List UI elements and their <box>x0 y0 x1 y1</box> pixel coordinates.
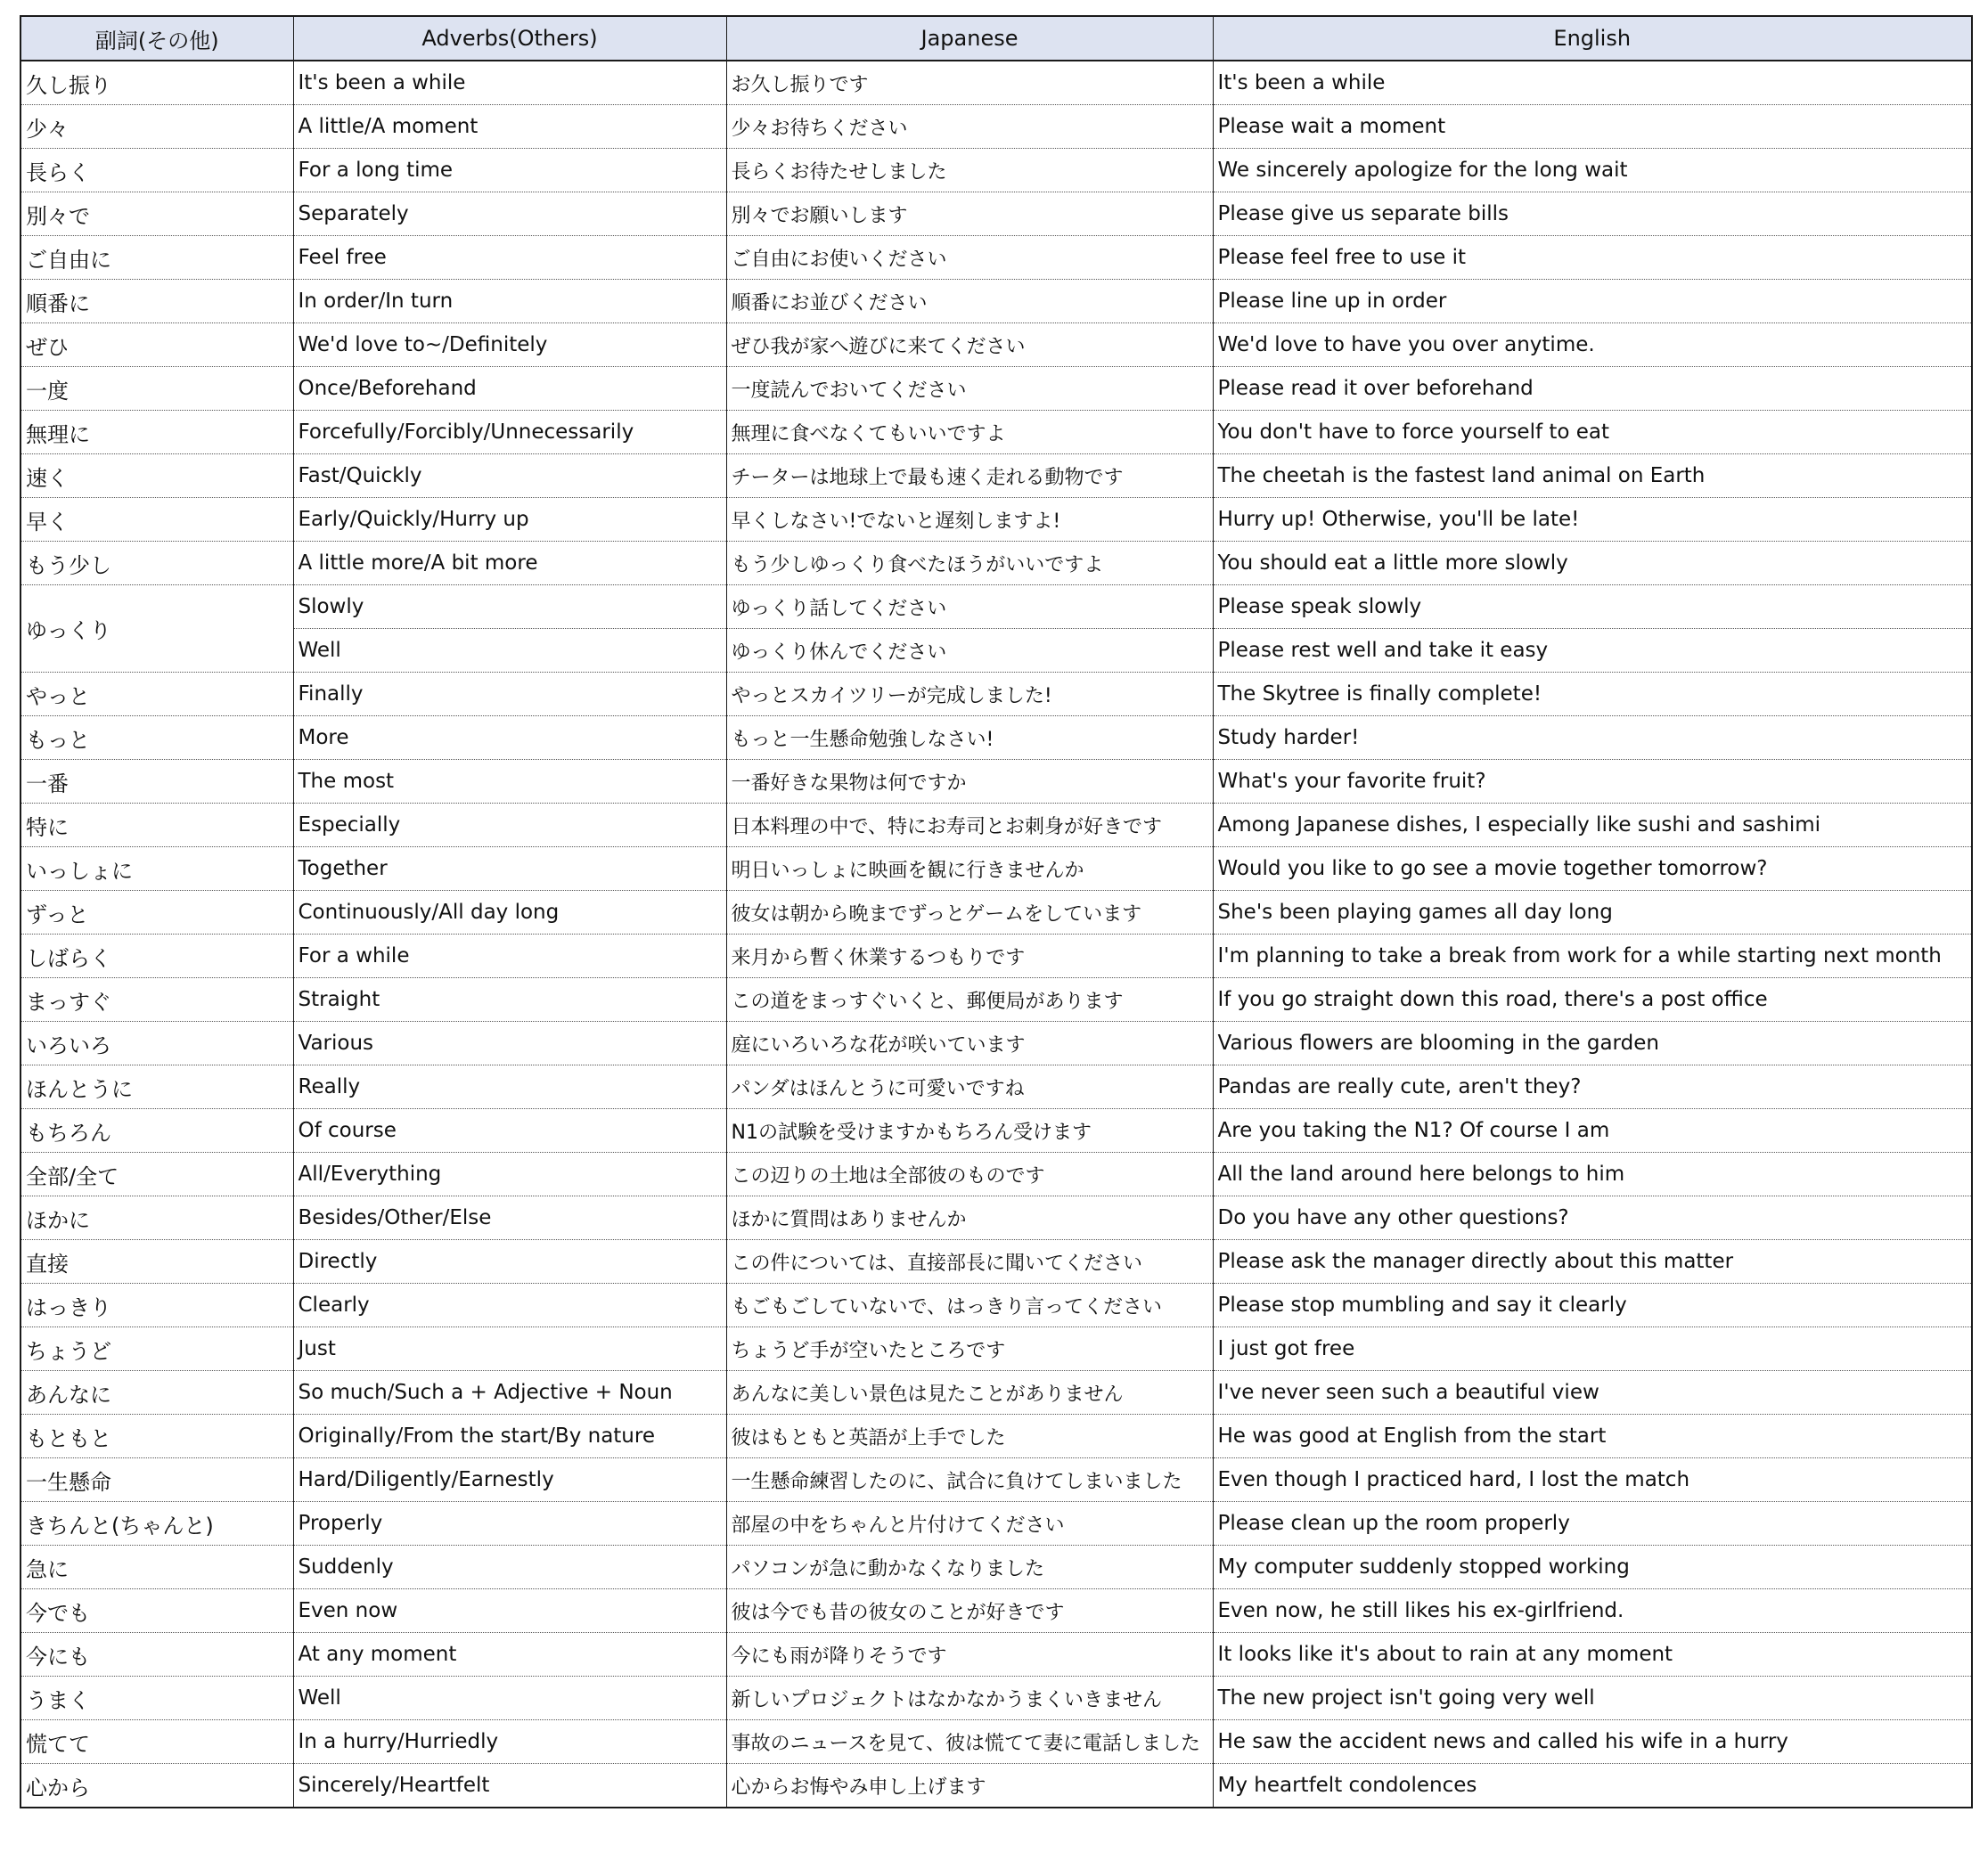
english-example-cell: I just got free <box>1213 1327 1972 1371</box>
adverb-meaning-cell: A little more/A bit more <box>293 542 726 585</box>
japanese-example-cell: 新しいプロジェクトはなかなかうまくいきません <box>726 1677 1213 1720</box>
adverb-meaning-cell: Separately <box>293 192 726 236</box>
english-example-cell: Please feel free to use it <box>1213 236 1972 280</box>
table-row <box>20 716 1972 760</box>
table-row <box>20 1502 1972 1546</box>
japanese-example-cell: 明日いっしょに映画を観に行きませんか <box>726 847 1213 891</box>
japanese-example-cell: パソコンが急に動かなくなりました <box>726 1546 1213 1589</box>
japanese-example-cell: この件については、直接部長に聞いてください <box>726 1240 1213 1284</box>
table-row <box>20 1458 1972 1502</box>
table-row <box>20 1371 1972 1415</box>
adverb-meaning-cell: A little/A moment <box>293 105 726 149</box>
adverb-meaning-cell: Hard/Diligently/Earnestly <box>293 1458 726 1502</box>
japanese-example-cell: 心からお悔やみ申し上げます <box>726 1764 1213 1808</box>
table-row <box>20 1240 1972 1284</box>
table-row <box>20 1546 1972 1589</box>
table-row <box>20 411 1972 454</box>
english-example-cell: Please speak slowly <box>1213 585 1972 629</box>
japanese-example-cell: 彼は今でも昔の彼女のことが好きです <box>726 1589 1213 1633</box>
japanese-example-cell: N1の試験を受けますかもちろん受けます <box>726 1109 1213 1153</box>
adverb-meaning-cell: Continuously/All day long <box>293 891 726 935</box>
table-row <box>20 498 1972 542</box>
english-example-cell: It looks like it's about to rain at any moment <box>1213 1633 1972 1677</box>
adverb-cell: きちんと(ちゃんと) <box>20 1502 293 1546</box>
adverb-meaning-cell: Sincerely/Heartfelt <box>293 1764 726 1808</box>
adverb-cell: ご自由に <box>20 236 293 280</box>
adverb-cell: はっきり <box>20 1284 293 1327</box>
japanese-example-cell: もっと一生懸命勉強しなさい! <box>726 716 1213 760</box>
japanese-example-cell: 一番好きな果物は何ですか <box>726 760 1213 804</box>
adverb-cell: 早く <box>20 498 293 542</box>
table-row <box>20 1764 1972 1808</box>
japanese-example-cell: 一度読んでおいてください <box>726 367 1213 411</box>
english-example-cell: My heartfelt condolences <box>1213 1764 1972 1808</box>
english-example-cell: Pandas are really cute, aren't they? <box>1213 1065 1972 1109</box>
adverb-meaning-cell: We'd love to~/Definitely <box>293 323 726 367</box>
japanese-example-cell: 彼女は朝から晩までずっとゲームをしています <box>726 891 1213 935</box>
japanese-example-cell: もう少しゆっくり食べたほうがいいですよ <box>726 542 1213 585</box>
english-example-cell: Among Japanese dishes, I especially like sushi and sashimi <box>1213 804 1972 847</box>
japanese-example-cell: 一生懸命練習したのに、試合に負けてしまいました <box>726 1458 1213 1502</box>
japanese-example-cell: ちょうど手が空いたところです <box>726 1327 1213 1371</box>
header-english-example: English <box>1213 16 1972 61</box>
adverb-meaning-cell: Feel free <box>293 236 726 280</box>
header-adverb-meaning: Adverbs(Others) <box>293 16 726 61</box>
japanese-example-cell: この道をまっすぐいくと、郵便局があります <box>726 978 1213 1022</box>
adverb-meaning-cell: It's been a while <box>293 61 726 105</box>
adverb-cell: もちろん <box>20 1109 293 1153</box>
english-example-cell: Would you like to go see a movie together tomorrow? <box>1213 847 1972 891</box>
adverb-meaning-cell: Directly <box>293 1240 726 1284</box>
japanese-example-cell: 今にも雨が降りそうです <box>726 1633 1213 1677</box>
japanese-example-cell: 長らくお待たせしました <box>726 149 1213 192</box>
adverb-meaning-cell: Well <box>293 1677 726 1720</box>
japanese-example-cell: 少々お待ちください <box>726 105 1213 149</box>
english-example-cell: Please read it over beforehand <box>1213 367 1972 411</box>
english-example-cell: Are you taking the N1? Of course I am <box>1213 1109 1972 1153</box>
vocab-table <box>20 15 1973 1808</box>
english-example-cell: Study harder! <box>1213 716 1972 760</box>
adverb-meaning-cell: The most <box>293 760 726 804</box>
table-row <box>20 323 1972 367</box>
table-row <box>20 1022 1972 1065</box>
table-row <box>20 847 1972 891</box>
table-body <box>20 61 1972 1808</box>
adverb-meaning-cell: Once/Beforehand <box>293 367 726 411</box>
adverb-meaning-cell: Of course <box>293 1109 726 1153</box>
japanese-example-cell: ご自由にお使いください <box>726 236 1213 280</box>
table-row <box>20 1677 1972 1720</box>
adverb-cell: 一番 <box>20 760 293 804</box>
english-example-cell: My computer suddenly stopped working <box>1213 1546 1972 1589</box>
table-row <box>20 935 1972 978</box>
english-example-cell: Please ask the manager directly about this matter <box>1213 1240 1972 1284</box>
adverb-meaning-cell: For a while <box>293 935 726 978</box>
english-example-cell: You should eat a little more slowly <box>1213 542 1972 585</box>
adverb-cell: 久し振り <box>20 61 293 105</box>
english-example-cell: Please line up in order <box>1213 280 1972 323</box>
japanese-example-cell: 庭にいろいろな花が咲いています <box>726 1022 1213 1065</box>
adverb-meaning-cell: Together <box>293 847 726 891</box>
adverb-cell: ちょうど <box>20 1327 293 1371</box>
table-row <box>20 1065 1972 1109</box>
adverb-cell: 今にも <box>20 1633 293 1677</box>
adverb-cell: しばらく <box>20 935 293 978</box>
table-row <box>20 1415 1972 1458</box>
english-example-cell: The new project isn't going very well <box>1213 1677 1972 1720</box>
adverb-meaning-cell: In order/In turn <box>293 280 726 323</box>
adverb-cell: うまく <box>20 1677 293 1720</box>
english-example-cell: I've never seen such a beautiful view <box>1213 1371 1972 1415</box>
table-row <box>20 804 1972 847</box>
english-example-cell: It's been a while <box>1213 61 1972 105</box>
table-row <box>20 1153 1972 1196</box>
japanese-example-cell: 来月から暫く休業するつもりです <box>726 935 1213 978</box>
adverb-cell: 全部/全て <box>20 1153 293 1196</box>
japanese-example-cell: ゆっくり話してください <box>726 585 1213 629</box>
english-example-cell: She's been playing games all day long <box>1213 891 1972 935</box>
adverb-meaning-cell: Even now <box>293 1589 726 1633</box>
english-example-cell: He was good at English from the start <box>1213 1415 1972 1458</box>
adverb-cell: ずっと <box>20 891 293 935</box>
adverb-meaning-cell: Suddenly <box>293 1546 726 1589</box>
japanese-example-cell: 無理に食べなくてもいいですよ <box>726 411 1213 454</box>
adverb-meaning-cell: Really <box>293 1065 726 1109</box>
table-row <box>20 1327 1972 1371</box>
table-row <box>20 1720 1972 1764</box>
adverb-meaning-cell: More <box>293 716 726 760</box>
adverb-meaning-cell: All/Everything <box>293 1153 726 1196</box>
english-example-cell: Even now, he still likes his ex-girlfriend. <box>1213 1589 1972 1633</box>
adverb-meaning-cell: Forcefully/Forcibly/Unnecessarily <box>293 411 726 454</box>
adverb-meaning-cell: Various <box>293 1022 726 1065</box>
table-row <box>20 1633 1972 1677</box>
adverb-cell: まっすぐ <box>20 978 293 1022</box>
adverb-cell: 急に <box>20 1546 293 1589</box>
japanese-example-cell: チーターは地球上で最も速く走れる動物です <box>726 454 1213 498</box>
adverb-cell: 少々 <box>20 105 293 149</box>
adverb-meaning-cell: Properly <box>293 1502 726 1546</box>
table-row <box>20 1589 1972 1633</box>
adverb-cell: 無理に <box>20 411 293 454</box>
english-example-cell: Do you have any other questions? <box>1213 1196 1972 1240</box>
english-example-cell: We'd love to have you over anytime. <box>1213 323 1972 367</box>
english-example-cell: Please rest well and take it easy <box>1213 629 1972 673</box>
table-row <box>20 1196 1972 1240</box>
adverb-cell: 長らく <box>20 149 293 192</box>
japanese-example-cell: 別々でお願いします <box>726 192 1213 236</box>
adverb-cell: 速く <box>20 454 293 498</box>
japanese-example-cell: この辺りの土地は全部彼のものです <box>726 1153 1213 1196</box>
header-japanese-adverb: 副詞(その他) <box>20 16 293 61</box>
adverb-meaning-cell: For a long time <box>293 149 726 192</box>
japanese-example-cell: 順番にお並びください <box>726 280 1213 323</box>
table-row <box>20 105 1972 149</box>
adverb-cell: ぜひ <box>20 323 293 367</box>
english-example-cell: Hurry up! Otherwise, you'll be late! <box>1213 498 1972 542</box>
adverb-cell: 心から <box>20 1764 293 1808</box>
adverb-meaning-cell: Just <box>293 1327 726 1371</box>
table-row <box>20 1109 1972 1153</box>
table-row <box>20 280 1972 323</box>
english-example-cell: I'm planning to take a break from work for a while starting next month <box>1213 935 1972 978</box>
adverb-cell: もう少し <box>20 542 293 585</box>
table-row <box>20 673 1972 716</box>
table-row <box>20 454 1972 498</box>
japanese-example-cell: ゆっくり休んでください <box>726 629 1213 673</box>
japanese-example-cell: 事故のニュースを見て、彼は慌てて妻に電話しました <box>726 1720 1213 1764</box>
english-example-cell: Please give us separate bills <box>1213 192 1972 236</box>
adverb-meaning-cell: Fast/Quickly <box>293 454 726 498</box>
adverb-meaning-cell: In a hurry/Hurriedly <box>293 1720 726 1764</box>
header-row <box>20 16 1972 61</box>
adverb-cell: ほんとうに <box>20 1065 293 1109</box>
adverb-cell: いっしょに <box>20 847 293 891</box>
adverb-meaning-cell: Well <box>293 629 726 673</box>
english-example-cell: If you go straight down this road, there's a post office <box>1213 978 1972 1022</box>
adverb-cell: もともと <box>20 1415 293 1458</box>
adverb-meaning-cell: Originally/From the start/By nature <box>293 1415 726 1458</box>
english-example-cell: The cheetah is the fastest land animal on Earth <box>1213 454 1972 498</box>
adverb-cell: 一度 <box>20 367 293 411</box>
table-row <box>20 629 1972 673</box>
japanese-example-cell: ほかに質問はありませんか <box>726 1196 1213 1240</box>
japanese-example-cell: もごもごしていないで、はっきり言ってください <box>726 1284 1213 1327</box>
table-row <box>20 61 1972 105</box>
adverb-cell: ほかに <box>20 1196 293 1240</box>
adverb-cell: 今でも <box>20 1589 293 1633</box>
table-row <box>20 978 1972 1022</box>
english-example-cell: Please stop mumbling and say it clearly <box>1213 1284 1972 1327</box>
adverb-meaning-cell: Early/Quickly/Hurry up <box>293 498 726 542</box>
adverb-meaning-cell: Besides/Other/Else <box>293 1196 726 1240</box>
english-example-cell: Even though I practiced hard, I lost the match <box>1213 1458 1972 1502</box>
adverb-cell: 直接 <box>20 1240 293 1284</box>
table-header <box>20 16 1972 61</box>
adverb-cell: 慌てて <box>20 1720 293 1764</box>
adverb-cell: 順番に <box>20 280 293 323</box>
adverb-cell: もっと <box>20 716 293 760</box>
adverb-meaning-cell: Clearly <box>293 1284 726 1327</box>
english-example-cell: You don't have to force yourself to eat <box>1213 411 1972 454</box>
adverb-meaning-cell: Slowly <box>293 585 726 629</box>
english-example-cell: What's your favorite fruit? <box>1213 760 1972 804</box>
table-row <box>20 236 1972 280</box>
japanese-example-cell: ぜひ我が家へ遊びに来てください <box>726 323 1213 367</box>
japanese-example-cell: あんなに美しい景色は見たことがありません <box>726 1371 1213 1415</box>
adverb-cell: 特に <box>20 804 293 847</box>
english-example-cell: He saw the accident news and called his wife in a hurry <box>1213 1720 1972 1764</box>
adverb-cell: 別々で <box>20 192 293 236</box>
table-row <box>20 149 1972 192</box>
adverb-meaning-cell: At any moment <box>293 1633 726 1677</box>
japanese-example-cell: 部屋の中をちゃんと片付けてください <box>726 1502 1213 1546</box>
adverb-meaning-cell: Straight <box>293 978 726 1022</box>
table-row <box>20 192 1972 236</box>
table-row <box>20 585 1972 629</box>
english-example-cell: All the land around here belongs to him <box>1213 1153 1972 1196</box>
japanese-example-cell: お久し振りです <box>726 61 1213 105</box>
table-row <box>20 367 1972 411</box>
english-example-cell: The Skytree is finally complete! <box>1213 673 1972 716</box>
table-row <box>20 1284 1972 1327</box>
table-row <box>20 542 1972 585</box>
english-example-cell: Please clean up the room properly <box>1213 1502 1972 1546</box>
adverb-meaning-cell: Especially <box>293 804 726 847</box>
japanese-example-cell: 早くしなさい!でないと遅刻しますよ! <box>726 498 1213 542</box>
adverb-cell: やっと <box>20 673 293 716</box>
header-japanese-example: Japanese <box>726 16 1213 61</box>
table-row <box>20 760 1972 804</box>
japanese-example-cell: 日本料理の中で、特にお寿司とお刺身が好きです <box>726 804 1213 847</box>
english-example-cell: Please wait a moment <box>1213 105 1972 149</box>
japanese-example-cell: やっとスカイツリーが完成しました! <box>726 673 1213 716</box>
japanese-example-cell: 彼はもともと英語が上手でした <box>726 1415 1213 1458</box>
table-row <box>20 891 1972 935</box>
adverb-cell: あんなに <box>20 1371 293 1415</box>
adverb-cell: 一生懸命 <box>20 1458 293 1502</box>
adverb-meaning-cell: Finally <box>293 673 726 716</box>
japanese-example-cell: パンダはほんとうに可愛いですね <box>726 1065 1213 1109</box>
english-example-cell: Various flowers are blooming in the garden <box>1213 1022 1972 1065</box>
adverb-cell: ゆっくり <box>20 585 293 673</box>
adverb-cell: いろいろ <box>20 1022 293 1065</box>
english-example-cell: We sincerely apologize for the long wait <box>1213 149 1972 192</box>
adverb-meaning-cell: So much/Such a + Adjective + Noun <box>293 1371 726 1415</box>
